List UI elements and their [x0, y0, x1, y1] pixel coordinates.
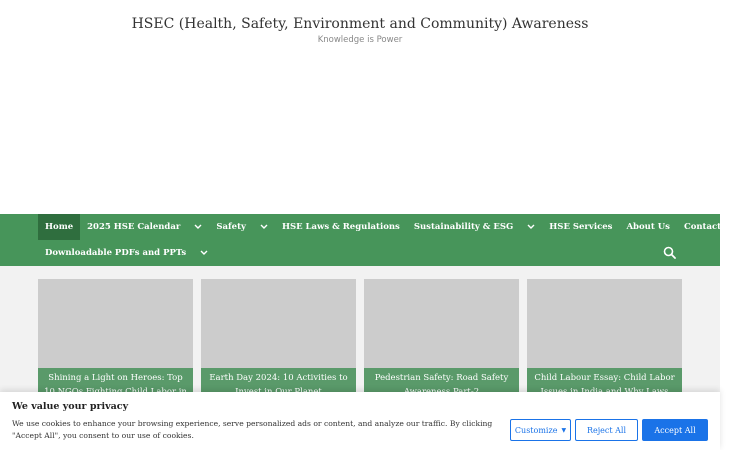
nav-item-hse-calendar[interactable]: 2025 HSE Calendar [87, 222, 181, 232]
card-title[interactable]: Shining a Light on Heroes: Top [38, 368, 193, 428]
card-title[interactable]: Pedestrian Safety: Road Safety [364, 368, 519, 428]
main-navigation [0, 214, 737, 266]
reject-label: Reject All [586, 425, 627, 435]
featured-card[interactable] [527, 279, 682, 399]
chevron-down-icon[interactable] [187, 214, 209, 240]
nav-item-hse-services[interactable]: HSE Services [549, 222, 613, 232]
nav-row-secondary [38, 240, 215, 266]
site-header [0, 0, 720, 214]
card-title[interactable]: Child Labour Essay: Child Labor [527, 368, 682, 428]
search-icon[interactable] [662, 245, 678, 261]
consent-title: We value your privacy [12, 401, 129, 412]
nav-row-primary [38, 214, 743, 240]
nav-item-sustainability[interactable]: Sustainability & ESG [413, 222, 514, 232]
chevron-down-icon[interactable] [520, 214, 542, 240]
consent-text: We use cookies to enhance your browsing experience, serve personalized ads or content, and analyze our traffic. By clicking "Accept All", you consent to our use of cookies. [12, 419, 493, 440]
nav-item-home[interactable]: Home [38, 214, 80, 240]
customize-button[interactable] [510, 419, 571, 441]
nav-item-downloads[interactable]: Downloadable PDFs and PPTs [45, 248, 187, 258]
site-title[interactable]: HSEC (Health, Safety, Environment and Community) Awareness [131, 16, 589, 32]
featured-card[interactable] [38, 279, 193, 399]
featured-card[interactable] [364, 279, 519, 399]
caret-down-icon: ▼ [561, 426, 567, 434]
nav-item-contact-us[interactable]: Contact Us [683, 222, 737, 232]
site-tagline: Knowledge is Power [317, 35, 403, 45]
customize-label: Customize [514, 425, 558, 435]
nav-item-safety[interactable]: Safety [216, 222, 246, 232]
chevron-down-icon[interactable] [253, 214, 275, 240]
nav-item-about-us[interactable]: About Us [626, 222, 670, 232]
card-title[interactable]: Earth Day 2024: 10 Activities to [201, 368, 356, 428]
chevron-down-icon[interactable] [193, 240, 215, 266]
accept-label: Accept All [654, 425, 696, 435]
featured-card[interactable] [201, 279, 356, 399]
nav-item-hse-laws[interactable]: HSE Laws & Regulations [281, 222, 400, 232]
accept-all-button[interactable] [642, 419, 708, 441]
reject-all-button[interactable] [575, 419, 638, 441]
